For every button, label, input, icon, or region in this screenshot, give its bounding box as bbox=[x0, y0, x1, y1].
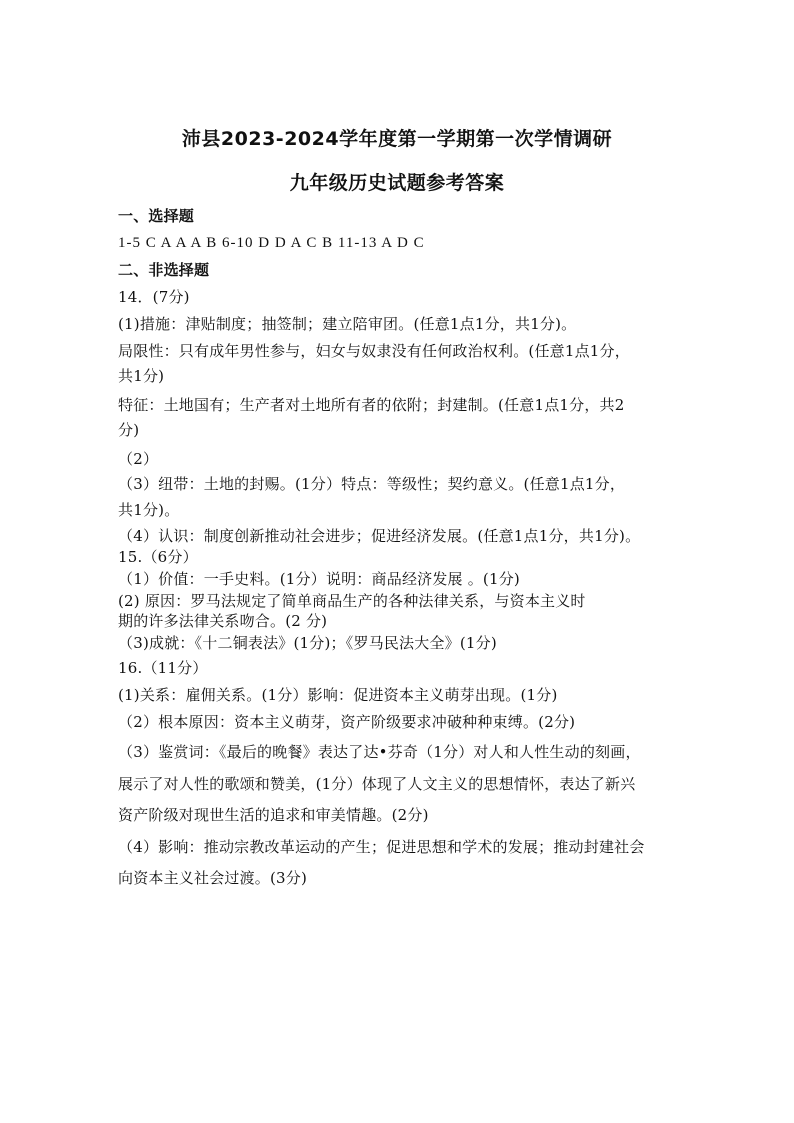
answer-line: 15.（6分） bbox=[118, 548, 198, 566]
answer-line: 局限性：只有成年男性参与，妇女与奴隶没有任何政治权利。(任意1点1分， bbox=[118, 342, 630, 360]
answer-line: (2) 原因：罗马法规定了简单商品生产的各种法律关系，与资本主义时 bbox=[118, 592, 586, 610]
answer-line: 共1分)。 bbox=[118, 501, 180, 519]
answer-line: (1)关系：雇佣关系。(1分）影响：促进资本主义萌芽出现。(1分) bbox=[118, 686, 558, 704]
answer-line: （2） bbox=[118, 450, 159, 468]
answer-line: 16.（11分） bbox=[118, 659, 208, 677]
answer-line: （3)成就：《十二铜表法》(1分)；《罗马民法大全》(1分) bbox=[118, 634, 497, 652]
answer-line: （4）认识：制度创新推动社会进步；促进经济发展。(任意1点1分，共1分)。 bbox=[118, 527, 641, 545]
answer-line: （3）纽带：土地的封赐。(1分）特点：等级性；契约意义。(任意1点1分， bbox=[118, 475, 626, 493]
answer-line: 共1分) bbox=[118, 367, 165, 385]
answer-line: （3）鉴赏词：《最后的晚餐》表达了达•芬奇（1分）对人和人性生动的刻画， bbox=[118, 743, 641, 761]
answer-line: 展示了对人性的歌颂和赞美，(1分）体现了人文主义的思想情怀，表达了新兴 bbox=[118, 775, 636, 793]
answer-line: (1)措施：津贴制度；抽签制；建立陪审团。(任意1点1分，共1分)。 bbox=[118, 315, 577, 333]
answer-line: 特征：土地国有；生产者对土地所有者的依附；封建制。(任意1点1分，共2 bbox=[118, 396, 625, 414]
page-subtitle: 九年级历史试题参考答案 bbox=[289, 172, 505, 194]
answer-line: （2）根本原因：资本主义萌芽，资产阶级要求冲破种种束缚。(2分) bbox=[118, 713, 576, 731]
section-heading-nonchoice: 二、非选择题 bbox=[118, 261, 210, 279]
answer-line: （4）影响：推动宗教改革运动的产生；促进思想和学术的发展；推动封建社会 bbox=[118, 838, 645, 856]
answer-line: 分) bbox=[118, 421, 140, 439]
answer-line: 资产阶级对现世生活的追求和审美情趣。(2分) bbox=[118, 806, 429, 824]
answer-line: （1）价值：一手史料。(1分）说明：商品经济发展 。(1分) bbox=[118, 570, 520, 588]
section-heading-choice: 一、选择题 bbox=[118, 207, 195, 225]
page-title: 沛县2023-2024学年度第一学期第一次学情调研 bbox=[181, 128, 613, 150]
answer-line: 期的许多法律关系吻合。(2 分) bbox=[118, 612, 328, 630]
answer-line: 向资本主义社会过渡。(3分) bbox=[118, 869, 308, 887]
answer-line: 14．(7分) bbox=[118, 288, 190, 306]
choice-answers: 1-5 C A A A B 6-10 D D A C B 11-13 A D C bbox=[118, 235, 425, 251]
